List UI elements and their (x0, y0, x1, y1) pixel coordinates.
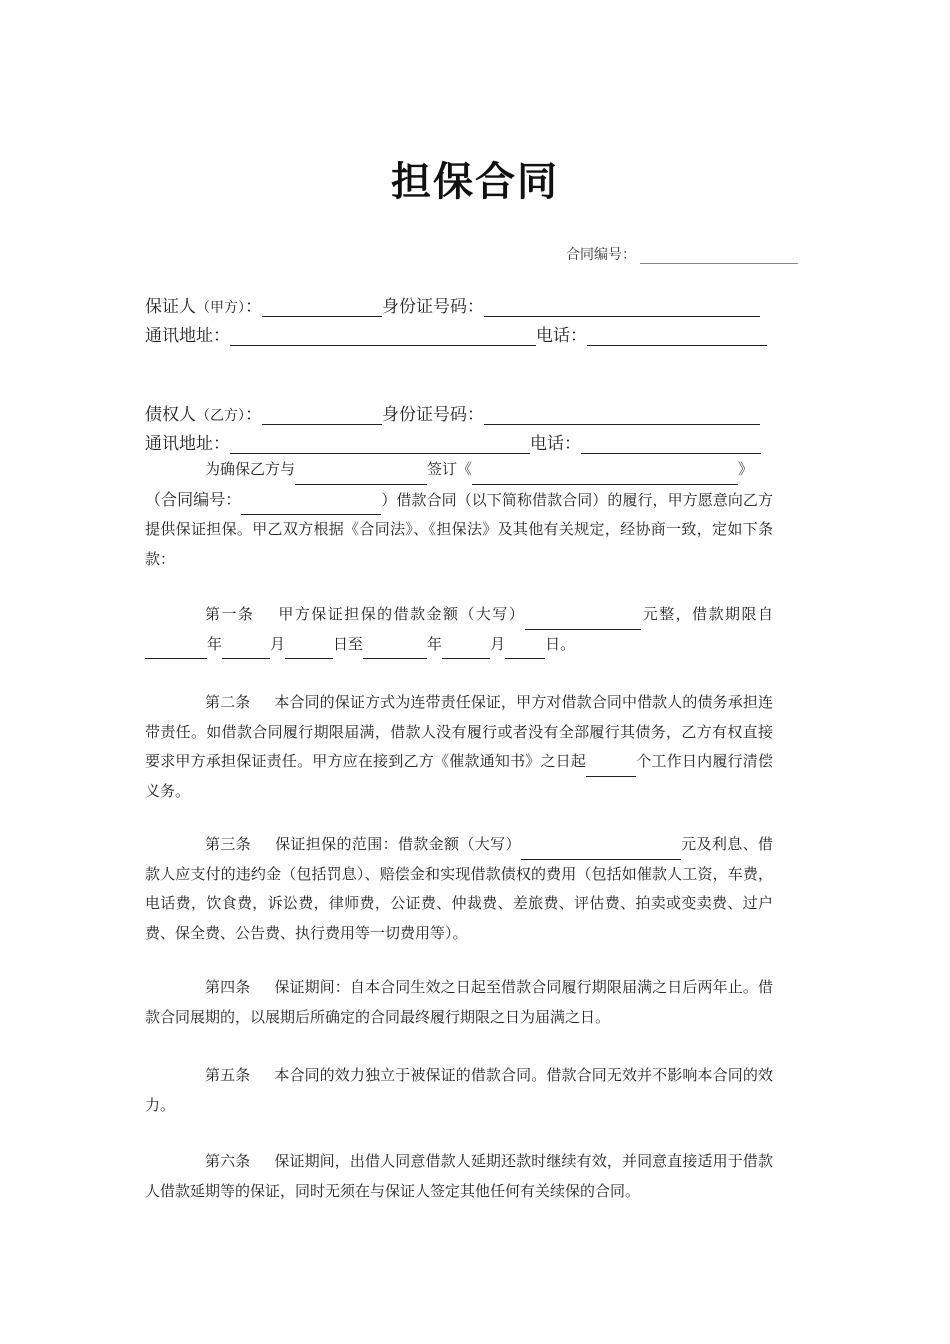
end-year-blank[interactable] (363, 640, 427, 659)
article-6-number: 第六条 (205, 1152, 251, 1170)
loan-amount-blank[interactable] (525, 611, 641, 630)
document-title: 担保合同 (391, 159, 559, 205)
article-1-text (145, 600, 773, 659)
preamble-line-1 (145, 455, 773, 485)
article-2-number: 第二条 (205, 693, 251, 711)
creditor-id-label: 身份证号码： (382, 405, 484, 425)
creditor-party: （乙方） (196, 408, 245, 424)
preamble (145, 455, 773, 574)
loan-contract-number-blank[interactable] (241, 496, 381, 515)
article-5-number: 第五条 (205, 1066, 251, 1084)
article-6 (145, 1147, 773, 1206)
article-2 (145, 688, 773, 806)
article-5-text-1: 本合同的效力独立于被保证的借款合同。借款合同无效并不影响本合同的效力。 (145, 1066, 773, 1114)
guarantor-name-blank[interactable] (262, 296, 382, 317)
guarantor-id-blank[interactable] (484, 296, 760, 317)
working-days-blank[interactable] (586, 758, 636, 777)
article-4-number: 第四条 (205, 978, 251, 996)
creditor-phone-label: 电话： (530, 434, 581, 454)
guarantor-row (145, 292, 760, 317)
guarantee-amount-blank[interactable] (521, 841, 681, 860)
article-3-text-2: 元及利息、借款人应支付的违约金（包括罚息）、赔偿金和实现借款债权的费用（包括如催款人工资，车费，电话费，饮食费，诉讼费，律师费，公证费、仲裁费、差旅费、评估费、拍卖或变卖费、过户费、保全费、公告费、执行费用等一切费用等）。 (145, 835, 773, 942)
article-2-text (145, 688, 773, 806)
article-3-number: 第三条 (205, 835, 252, 853)
creditor-colon: ： (245, 405, 262, 425)
article-1-day-1: 日至 (333, 634, 364, 653)
article-6-text-1: 保证期间，出借人同意借款人延期还款时继续有效，并同意直接适用于借款人借款延期等的保证，同时无须在与保证人签定其他任何有关续保的合同。 (145, 1152, 773, 1200)
preamble-body (145, 485, 773, 575)
article-1-year-1: 年 (207, 634, 223, 653)
article-1-month-1: 月 (270, 634, 286, 653)
article-2-text-1: 本合同的保证方式为连带责任保证，甲方对借款合同中借款人的债务承担连带责任。如借款合同履行期限届满，借款人没有履行或者没有全部履行其债务，乙方有权直接要求甲方承担保证责任。甲方应在接到乙方《催款通知书》之日起 (145, 693, 773, 770)
creditor-phone-blank[interactable] (581, 433, 761, 454)
article-1-number: 第一条 (205, 605, 255, 623)
article-5 (145, 1061, 773, 1120)
borrower-blank[interactable] (295, 466, 427, 485)
end-day-blank[interactable] (505, 640, 545, 659)
contract-number-blank[interactable] (640, 246, 798, 264)
start-year-blank[interactable] (145, 640, 207, 659)
preamble-text-2: 签订《 (427, 460, 473, 478)
start-day-blank[interactable] (285, 640, 333, 659)
article-4-text-1: 保证期间：自本合同生效之日起至借款合同履行期限届满之日后两年止。借款合同展期的，以展期后所确定的合同最终履行期限之日为届满之日。 (145, 978, 773, 1026)
creditor-row (145, 400, 760, 425)
article-6-text (145, 1147, 773, 1206)
article-1-day-2: 日。 (545, 634, 576, 653)
guarantor-party: （甲方） (196, 300, 245, 316)
guarantor-label: 保证人 (145, 297, 196, 317)
guarantor-phone-blank[interactable] (587, 325, 767, 346)
creditor-address-row (145, 429, 761, 454)
creditor-address-label: 通讯地址： (145, 434, 230, 454)
guarantor-id-label: 身份证号码： (382, 297, 484, 317)
article-4-text (145, 973, 773, 1032)
guarantor-address-label: 通讯地址： (145, 326, 230, 346)
contract-number-label: 合同编号： (566, 247, 636, 263)
creditor-id-blank[interactable] (484, 404, 760, 425)
end-month-blank[interactable] (442, 640, 490, 659)
guarantor-address-blank[interactable] (230, 325, 536, 346)
article-4 (145, 973, 773, 1032)
article-2-text-2: 个工作日内履行清偿义务。 (145, 752, 773, 800)
article-3 (145, 830, 773, 948)
preamble-text-4: （合同编号： (145, 489, 242, 509)
creditor-name-blank[interactable] (262, 404, 382, 425)
article-1-text-1: 甲方保证担保的借款金额（大写） (278, 605, 526, 623)
preamble-text-5: ）借款合同（以下简称借款合同）的履行，甲方愿意向乙方提供保证担保。甲乙双方根据《合同法》、《担保法》及其他有关规定，经协商一致，定如下条款： (145, 490, 773, 568)
article-1-text-2: 元整，借款期限自 (641, 605, 773, 623)
article-3-text-1: 保证担保的范围：借款金额（大写） (275, 835, 521, 853)
preamble-text-3: 》 (738, 460, 754, 478)
guarantor-colon: ： (245, 297, 262, 317)
article-3-text (145, 830, 773, 948)
guarantor-address-row (145, 321, 767, 346)
article-1-year-2: 年 (427, 634, 443, 653)
contract-number-row (566, 244, 798, 264)
article-1-month-2: 月 (490, 634, 506, 653)
preamble-text-1: 为确保乙方与 (205, 460, 296, 478)
start-month-blank[interactable] (222, 640, 270, 659)
article-5-text (145, 1061, 773, 1120)
loan-contract-title-blank[interactable] (472, 466, 738, 485)
article-1 (145, 600, 773, 659)
guarantor-phone-label: 电话： (536, 326, 587, 346)
creditor-address-blank[interactable] (230, 433, 530, 454)
creditor-label: 债权人 (145, 405, 196, 425)
